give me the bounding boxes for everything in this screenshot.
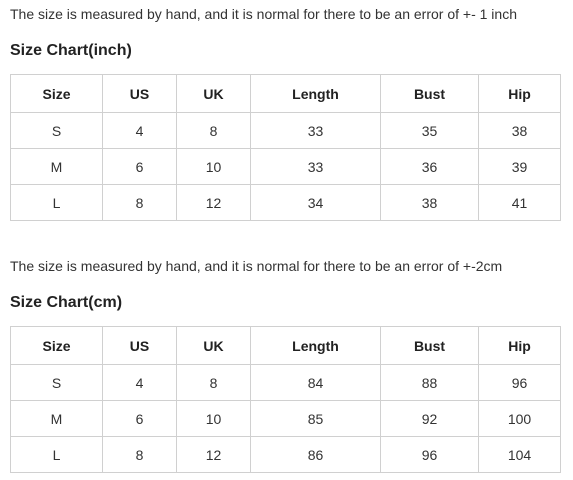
table-cell: 92 [381, 401, 479, 437]
column-header-bust: Bust [381, 75, 479, 113]
column-header-hip: Hip [479, 75, 561, 113]
table-cell: 96 [479, 365, 561, 401]
table-row [11, 113, 561, 149]
table-cell: 36 [381, 149, 479, 185]
column-header-length: Length [251, 327, 381, 365]
column-header-length: Length [251, 75, 381, 113]
column-header-hip: Hip [479, 327, 561, 365]
table-row [11, 401, 561, 437]
table-cell: 8 [177, 365, 251, 401]
table-row [11, 365, 561, 401]
table-cell: L [11, 437, 103, 473]
table-cell: 88 [381, 365, 479, 401]
table-cell: 96 [381, 437, 479, 473]
table-cell: 10 [177, 401, 251, 437]
table-cell: S [11, 113, 103, 149]
measurement-note-cm: The size is measured by hand, and it is normal for there to be an error of +-2cm [10, 258, 503, 274]
table-cell: 86 [251, 437, 381, 473]
table-cell: 8 [103, 437, 177, 473]
table-header-row [11, 75, 561, 113]
table-cell: 4 [103, 365, 177, 401]
table-row [11, 185, 561, 221]
table-header-row [11, 327, 561, 365]
size-chart-cm-table [10, 326, 561, 473]
table-cell: 6 [103, 149, 177, 185]
column-header-uk: UK [177, 327, 251, 365]
table-cell: 35 [381, 113, 479, 149]
column-header-bust: Bust [381, 327, 479, 365]
measurement-note-inch: The size is measured by hand, and it is normal for there to be an error of +- 1 inch [10, 6, 517, 22]
column-header-size: Size [11, 75, 103, 113]
size-chart-cm-title: Size Chart(cm) [10, 294, 123, 311]
table-cell: 8 [103, 185, 177, 221]
table-cell: M [11, 149, 103, 185]
table-cell: 100 [479, 401, 561, 437]
table-cell: M [11, 401, 103, 437]
table-cell: 4 [103, 113, 177, 149]
table-cell: 104 [479, 437, 561, 473]
table-cell: 38 [479, 113, 561, 149]
table-cell: 6 [103, 401, 177, 437]
table-cell: 10 [177, 149, 251, 185]
table-cell: 39 [479, 149, 561, 185]
table-cell: 33 [251, 149, 381, 185]
column-header-us: US [103, 327, 177, 365]
size-chart-inch-table [10, 74, 561, 221]
table-cell: 12 [177, 185, 251, 221]
table-cell: S [11, 365, 103, 401]
table-cell: 38 [381, 185, 479, 221]
column-header-uk: UK [177, 75, 251, 113]
table-cell: 41 [479, 185, 561, 221]
size-chart-inch-title: Size Chart(inch) [10, 42, 132, 59]
table-cell: 12 [177, 437, 251, 473]
table-cell: 8 [177, 113, 251, 149]
table-cell: 85 [251, 401, 381, 437]
table-cell: 84 [251, 365, 381, 401]
column-header-size: Size [11, 327, 103, 365]
column-header-us: US [103, 75, 177, 113]
table-cell: 34 [251, 185, 381, 221]
table-cell: 33 [251, 113, 381, 149]
table-row [11, 149, 561, 185]
table-row [11, 437, 561, 473]
table-cell: L [11, 185, 103, 221]
